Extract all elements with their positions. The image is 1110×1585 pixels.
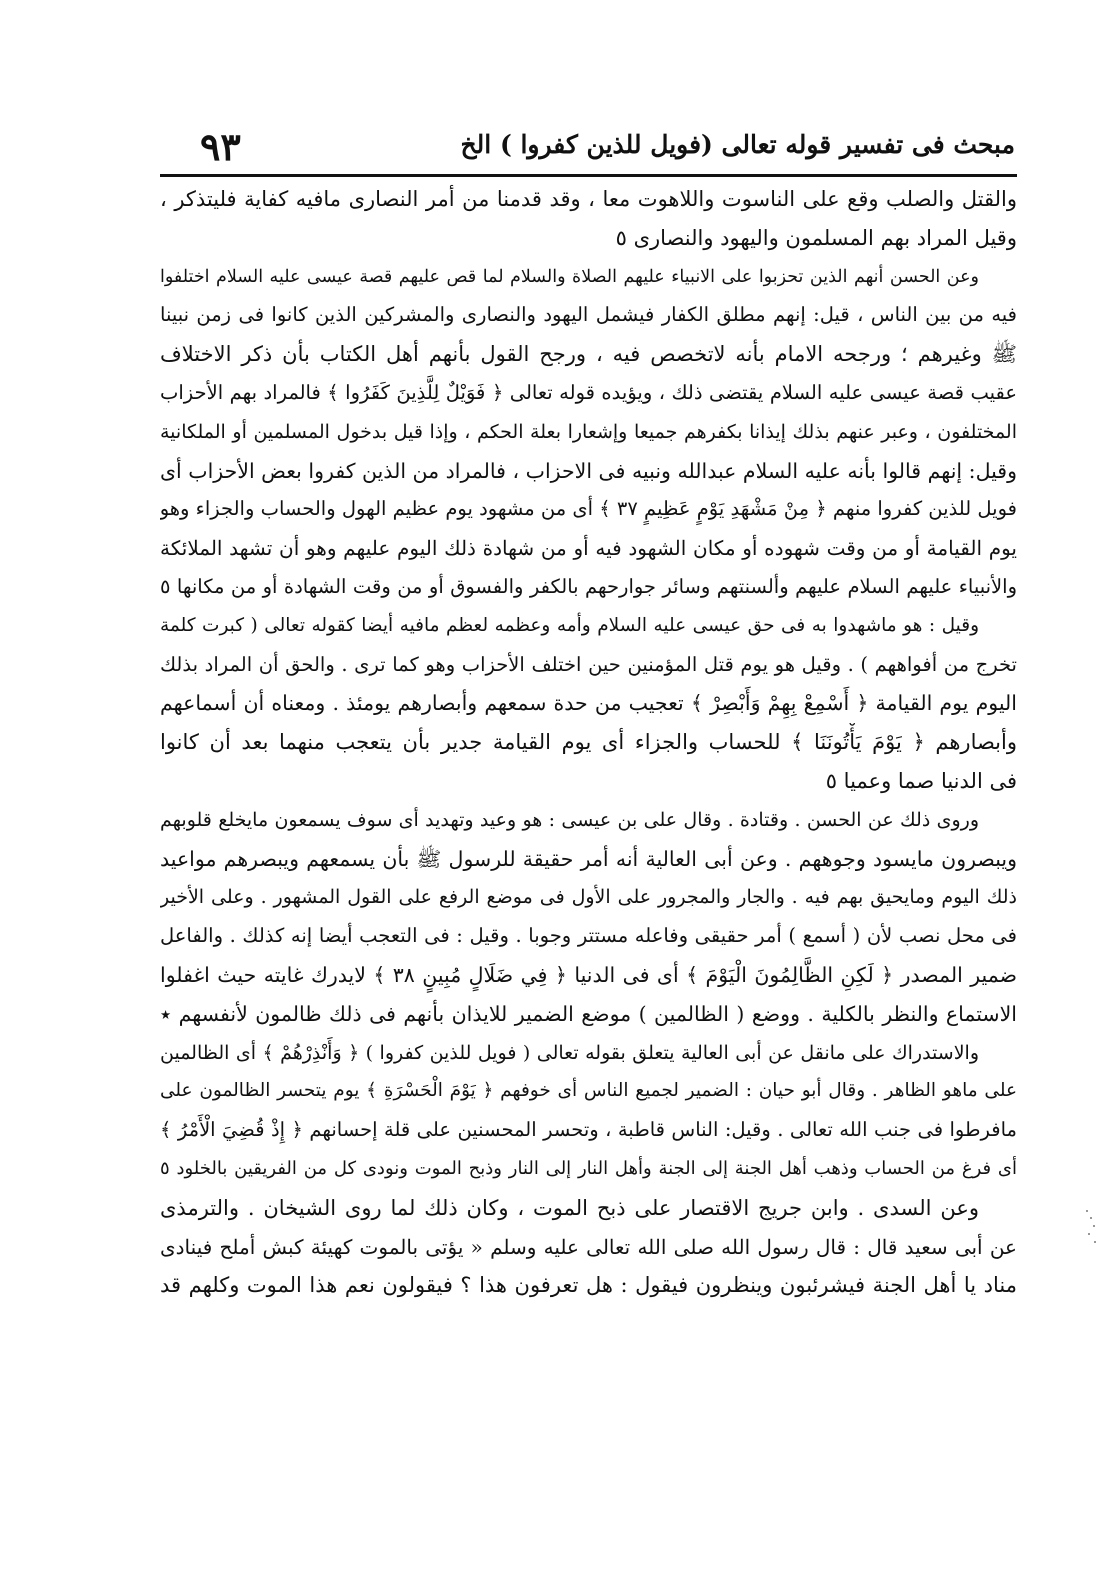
text-line: يوم القيامة أو من وقت شهوده أو مكان الشهود فيه أو من شهادة ذلك اليوم عليهم وهو أن تشهد الملائكة — [160, 536, 1017, 561]
text-line: وقيل المراد بهم المسلمون واليهود والنصارى ٥ — [615, 225, 1017, 250]
text-line: فويل للذين كفروا منهم ﴿ مِنْ مَشْهَدِ يَوْمٍ عَظِيمٍ ٣٧ ﴾ أى من مشهود يوم عظيم الهول والحساب والجزاء وهو — [160, 497, 1017, 521]
text-line: عقيب قصة عيسى عليه السلام يقتضى ذلك ، ويؤيده قوله تعالى ﴿ فَوَيْلٌ لِلَّذِينَ كَفَرُوا ﴾ فالمراد بهم الأحزاب — [160, 380, 1017, 404]
text-line: مافرطوا فى جنب الله تعالى . وقيل: الناس قاطبة ، وتحسر المحسنين على قلة إحسانهم ﴿ إِذْ قُضِيَ الْأَمْرُ ﴾ — [160, 1118, 1017, 1142]
page-header — [160, 126, 1015, 174]
text-line: والقتل والصلب وقع على الناسوت واللاهوت معا ، وقد قدمنا من أمر النصارى مافيه كفاية فليتذكر ، — [160, 187, 1017, 211]
text-line: وروى ذلك عن الحسن . وقتادة . وقال على بن عيسى : هو وعيد وتهديد أى سوف يسمعون مايخلع قلوبهم — [160, 808, 979, 831]
text-line: وعن الحسن أنهم الذين تحزبوا على الانبياء عليهم الصلاة والسلام لما قص عليهم قصة عيسى عليه السلام اختلفوا — [160, 266, 979, 287]
text-line: مناد يا أهل الجنة فيشرئبون وينظرون فيقول : هل تعرفون هذا ؟ فيقولون نعم هذا الموت وكلهم قد — [160, 1273, 1017, 1298]
text-line: فيه من بين الناس ، قيل: إنهم مطلق الكفار فيشمل اليهود والنصارى والمشركين الذين كانوا فى زمن نبينا — [160, 303, 1017, 327]
text-line: والأنبياء عليهم السلام عليهم وألسنتهم وسائر جوارحهم بالكفر والفسوق أو من وقت الشهادة أو من مكانها ٥ — [160, 574, 1017, 598]
text-line: تخرج من أفواههم ) . وقيل هو يوم قتل المؤمنين حين اختلف الأحزاب وهو كما ترى . والحق أن المراد بذلك — [160, 652, 1017, 676]
text-line: ذلك اليوم ومايحيق بهم فيه . والجار والمجرور على الأول فى موضع الرفع على القول المشهور . وعلى الأخير — [160, 886, 1017, 909]
text-line: ﷺ وغيرهم ؛ ورجحه الامام بأنه لاتخصص فيه ، ورجح القول بأنهم أهل الكتاب بأن ذكر الاختلاف — [160, 342, 1017, 367]
running-title: مبحث فى تفسير قوله تعالى (فويل للذين كفروا ) الخ — [460, 130, 1015, 159]
text-line: أى فرغ من الحساب وذهب أهل الجنة إلى الجنة وأهل النار إلى النار وذبح الموت ونودى كل من الفريقين بالخلود ٥ — [160, 1157, 1017, 1179]
text-line: فى محل نصب لأن ( أسمع ) أمر حقيقى وفاعله مستتر وجوبا . وقيل : فى التعجب أيضا إنه كذلك . والفاعل — [160, 924, 1017, 948]
text-line: وعن السدى . وابن جريج الاقتصار على ذبح الموت ، وكان ذلك لما روى الشيخان . والترمذى — [160, 1195, 979, 1220]
text-line: وقيل : هو ماشهدوا به فى حق عيسى عليه السلام وأمه وعظمه لعظم مافيه أيضا كقوله تعالى ( كبرت كلمة — [160, 614, 979, 636]
page-number: ٩٣ — [200, 124, 241, 169]
text-line: والاستدراك على مانقل عن أبى العالية يتعلق بقوله تعالى ( فويل للذين كفروا ) ﴿ وَأَنْذِرْهُمْ ﴾ أى الظالمين — [160, 1041, 979, 1064]
text-line: اليوم يوم القيامة ﴿ أَسْمِعْ بِهِمْ وَأَبْصِرْ ﴾ تعجيب من حدة سمعهم وأبصارهم يومئذ . ومعناه أن أسماعهم — [160, 691, 1017, 716]
text-line: وقيل: إنهم قالوا بأنه عليه السلام عبدالله ونبيه فى الاحزاب ، فالمراد من الذين كفروا بعض الأحزاب أى — [160, 458, 1017, 483]
text-line: عن أبى سعيد قال : قال رسول الله صلى الله تعالى عليه وسلم « يؤتى بالموت كهيئة كبش أملح فينادى — [160, 1234, 1017, 1259]
text-line: على ماهو الظاهر . وقال أبو حيان : الضمير لجميع الناس أى خوفهم ﴿ يَوْمَ الْحَسْرَةِ ﴾ يوم يتحسر الظالمون على — [160, 1080, 1017, 1102]
text-line: وأبصارهم ﴿ يَوْمَ يَأْتُونَنَا ﴾ للحساب والجزاء أى يوم القيامة جدير بأن يتعجب منهما بعد أن كانوا — [160, 730, 1017, 755]
text-line: ويبصرون مايسود وجوههم . وعن أبى العالية أنه أمر حقيقة للرسول ﷺ بأن يسمعهم ويبصرهم مواعيد — [160, 846, 1017, 871]
text-line: ضمير المصدر ﴿ لَكِنِ الظَّالِمُونَ الْيَوْمَ ﴾ أى فى الدنيا ﴿ فِي ضَلَالٍ مُبِينٍ ٣٨ ﴾ لايدرك غايته حيث اغفلوا — [160, 962, 1017, 987]
margin-specks — [1084, 1208, 1098, 1248]
body-text — [160, 180, 1017, 1305]
text-line: المختلفون ، وعبر عنهم بذلك إيذانا بكفرهم جميعا وإشعارا بعلة الحكم ، وإذا قيل بدخول المسلمين أو الملكانية — [160, 420, 1017, 443]
text-line: الاستماع والنظر بالكلية . ووضع ( الظالمين ) موضع الضمير للايذان بأنهم فى ذلك ظالمون لأنفسهم ٭ — [160, 1001, 1017, 1026]
header-rule — [160, 174, 1017, 177]
text-line: فى الدنيا صما وعميا ٥ — [825, 768, 1017, 793]
